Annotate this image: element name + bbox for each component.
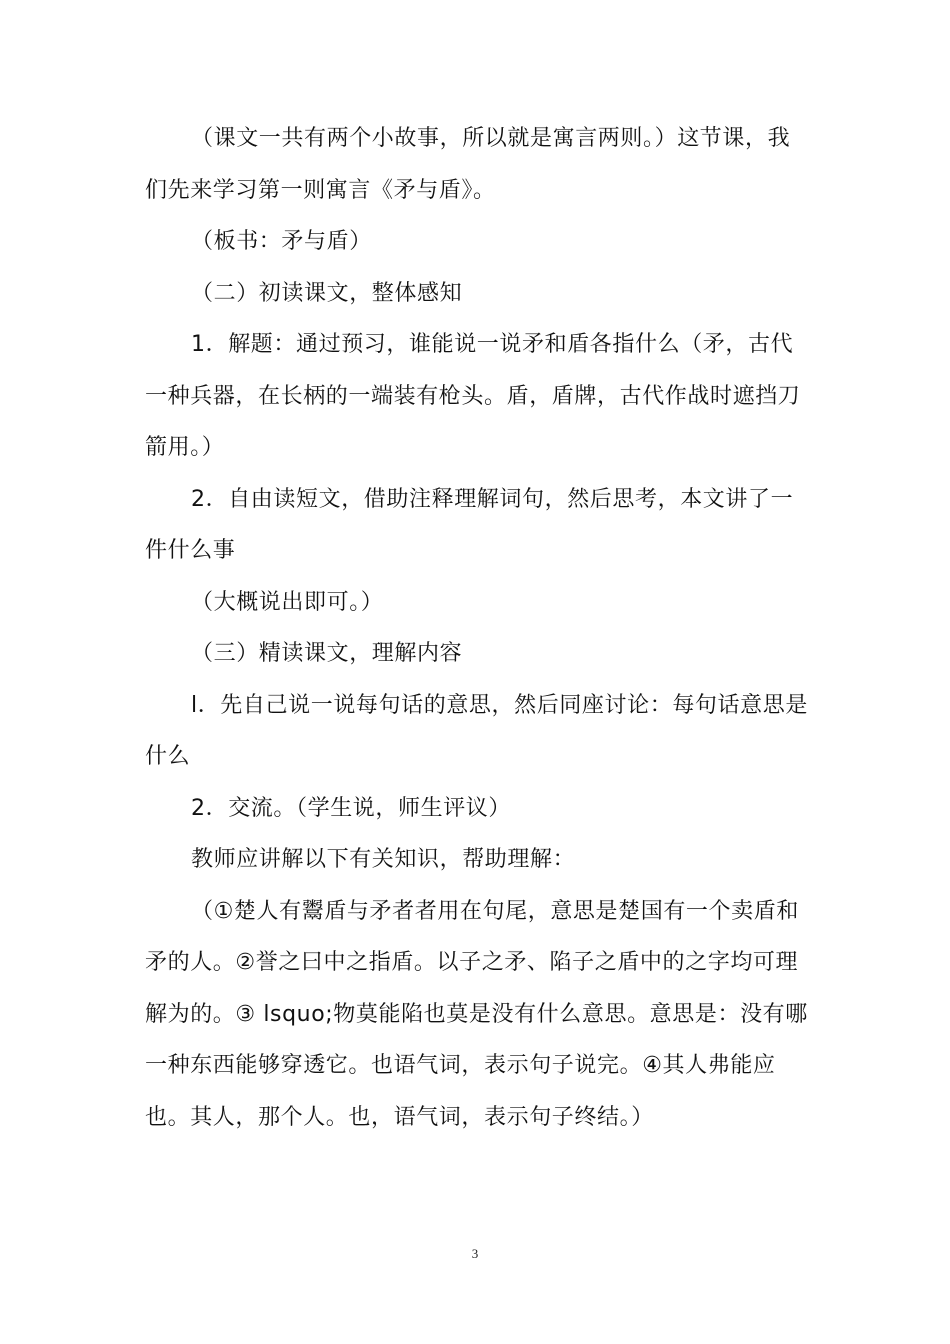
paragraph-knowledge-points: （①楚人有鬻盾与矛者者用在句尾，意思是楚国有一个卖盾和矛的人。②誉之曰中之指盾。以子之矛、陷子之盾中的之字均可理解为的。③ lsquo;物莫能陷也莫是没有什么意思。意思是：没有哪一种东西能够穿透它。也语气词，表示句子说完。④其人弗能应也。其人，那个人。也，语气词，表示句子终结。） <box>145 898 808 1130</box>
paragraph-free-reading: 2．自由读短文，借助注释理解词句，然后思考，本文讲了一件什么事 <box>145 486 794 563</box>
section-heading-close-reading: （三）精读课文，理解内容 <box>191 641 463 666</box>
paragraph-intro: （课文一共有两个小故事，所以就是寓言两则。）这节课，我们先来学习第一则寓言《矛与盾》。 <box>145 126 791 203</box>
paragraph-topic-explanation: 1．解题：通过预习，谁能说一说矛和盾各指什么（矛，古代一种兵器，在长柄的一端装有枪头。盾，盾牌，古代作战时遮挡刀箭用。） <box>145 332 801 460</box>
paragraph-sentence-meaning: l．先自己说一说每句话的意思，然后同座讨论：每句话意思是什么 <box>145 692 808 769</box>
section-heading-first-reading: （二）初读课文，整体感知 <box>191 280 463 306</box>
document-body <box>145 113 810 1143</box>
paragraph-exchange: 2．交流。（学生说，师生评议） <box>191 795 511 821</box>
paragraph-board-note: （板书：矛与盾） <box>191 229 372 254</box>
paragraph-brief-answer: （大概说出即可。） <box>191 589 384 615</box>
paragraph-teacher-note: 教师应讲解以下有关知识，帮助理解： <box>191 847 576 872</box>
page-number: 3 <box>471 1246 479 1261</box>
